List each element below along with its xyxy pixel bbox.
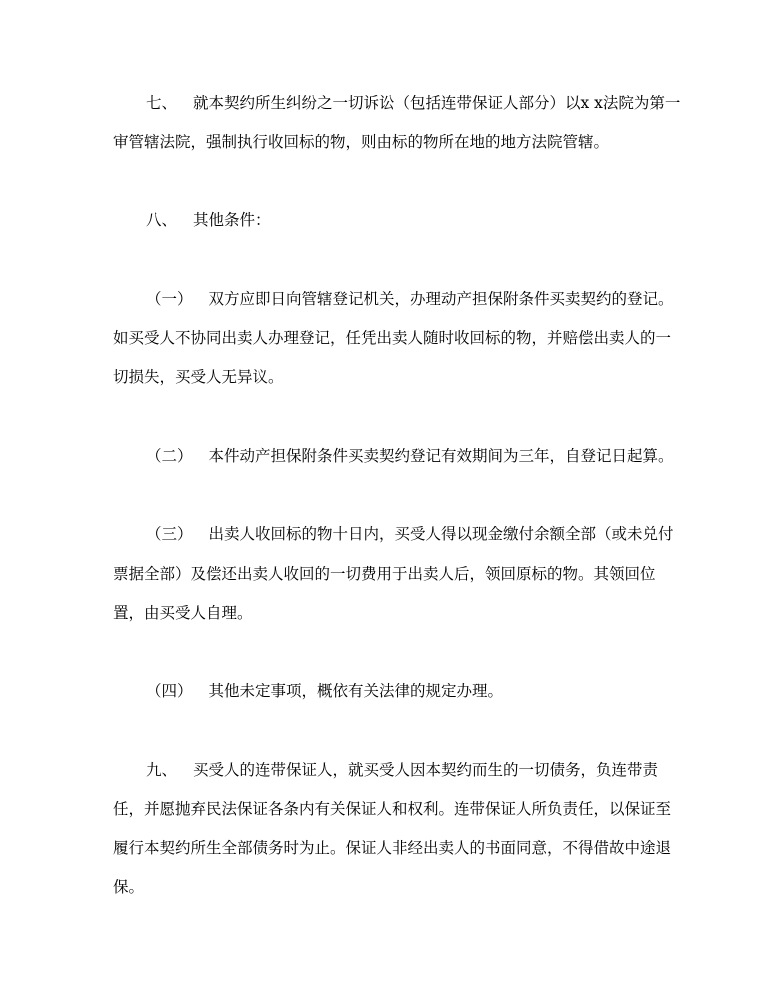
clause-7-line-2: 审管辖法院，强制执行收回标的物，则由标的物所在地的地方法院管辖。: [113, 133, 610, 151]
clause-number: 八、: [146, 211, 178, 229]
clause-text: 出卖人收回标的物十日内，买受人得以现金缴付余额全部（或未兑付: [208, 525, 674, 543]
clause-text: 买受人的连带保证人，就买受人因本契约而生的一切债务，负连带责: [193, 761, 659, 779]
clause-7-line-1: [146, 93, 680, 113]
clause-number: 七、: [146, 94, 178, 112]
clause-9-line-3: 履行本契约所生全部债务时为止。保证人非经出卖人的书面同意，不得借故中途退: [113, 839, 672, 857]
clause-8-3-line-2: 票据全部）及偿还出卖人收回的一切费用于出卖人后，领回原标的物。其领回位: [113, 565, 656, 583]
clause-number: （三）: [146, 525, 193, 543]
clause-number: （四）: [146, 682, 193, 700]
clause-text: 就本契约所生纠纷之一切诉讼（包括连带保证人部分）以x x法院为第一: [193, 94, 681, 112]
clause-text: 本件动产担保附条件买卖契约登记有效期间为三年，自登记日起算。: [208, 447, 674, 465]
clause-9-line-1: [146, 760, 658, 780]
clause-number: 九、: [146, 761, 178, 779]
clause-9-line-4: 保。: [113, 878, 145, 896]
clause-8-1-line-2: 如买受人不协同出卖人办理登记，任凭出卖人随时收回标的物，并赔偿出卖人的一: [113, 329, 672, 347]
clause-8-3-line-3: 置，由买受人自理。: [113, 604, 253, 622]
clause-text: 其他未定事项，概依有关法律的规定办理。: [208, 682, 504, 700]
clause-9-line-2: 任，并愿抛弃民法保证各条内有关保证人和权利。连带保证人所负责任，以保证至: [113, 800, 672, 818]
clause-text: 其他条件：: [193, 211, 271, 229]
clause-number: （一）: [146, 290, 193, 308]
clause-8-line-1: [146, 210, 271, 230]
clause-8-1-line-3: 切损失，买受人无异议。: [113, 368, 284, 386]
clause-8-4-line-1: [146, 681, 503, 701]
clause-8-1-line-1: [146, 289, 674, 309]
clause-8-2-line-1: [146, 446, 674, 466]
clause-number: （二）: [146, 447, 193, 465]
clause-8-3-line-1: [146, 524, 674, 544]
clause-text: 双方应即日向管辖登记机关，办理动产担保附条件买卖契约的登记。: [208, 290, 674, 308]
